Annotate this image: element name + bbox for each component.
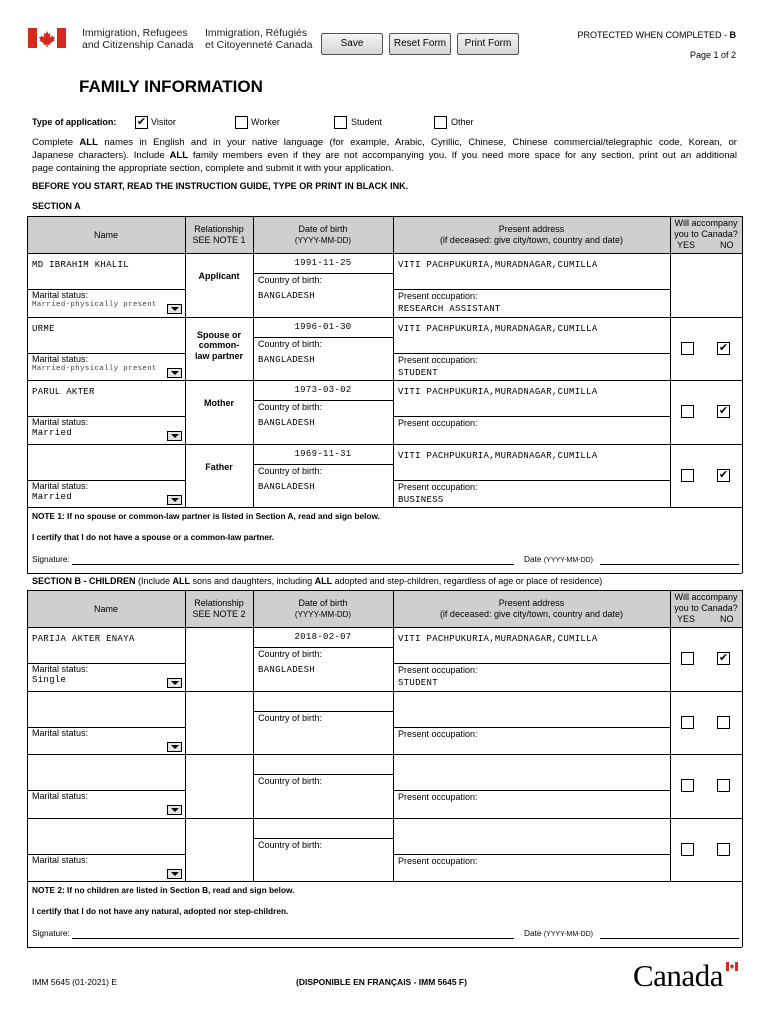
sa-date-format: (YYYY-MM-DD) (543, 557, 593, 564)
sb-col-rule-2 (253, 590, 254, 881)
sb-row0-dob-value: 2018-02-07 (294, 632, 352, 642)
sb-row0-yes-checkbox[interactable] (681, 652, 694, 665)
sb-row2-yes-checkbox[interactable] (681, 779, 694, 792)
visitor-label: Visitor (151, 117, 176, 127)
sb-note-left (27, 881, 28, 947)
sa-row1-address-value: VITI PACHPUKURIA,MURADNAGAR,CUMILLA (398, 323, 598, 334)
sa-col-address: Present address (498, 224, 565, 234)
instr-2a: Japanese characters). Include (32, 150, 170, 161)
sa-col-name: Name (93, 230, 118, 240)
sb-row3-marital-label: Marital status: (32, 854, 89, 865)
sa-date-field[interactable] (600, 564, 739, 565)
sb-col-yes: YES (677, 614, 696, 624)
sa-row3-top-rule (27, 444, 742, 445)
sb-note-bottom (27, 947, 742, 948)
dept-fr-line2: et Citoyenneté Canada (205, 39, 313, 51)
sa-note-bottom (27, 573, 742, 574)
reset-form-button[interactable]: Reset Form (389, 33, 451, 55)
sa-row2-name-value: PARUL AKTER (32, 387, 95, 397)
sb-t-c: ALL (172, 576, 191, 586)
sa-row3-address-divider (393, 480, 670, 481)
worker-checkbox[interactable] (235, 116, 248, 129)
sb-row3-address-divider (393, 854, 670, 855)
sa-row1-address-divider (393, 353, 670, 354)
sa-row1-dob-divider (253, 337, 393, 338)
sb-col-rule-4 (670, 590, 671, 881)
sa-col-accompany1: Will accompany (674, 218, 738, 228)
sb-date-format: (YYYY-MM-DD) (543, 931, 593, 938)
sa-row1-no-checkbox[interactable]: ✔ (718, 341, 729, 354)
sa-row3-country-label: Country of birth: (258, 465, 323, 476)
sa-row2-relationship: Mother (204, 398, 234, 408)
sa-row3-marital-dropdown[interactable] (167, 495, 182, 505)
sb-row1-marital-label: Marital status: (32, 727, 89, 738)
sa-date-label (524, 554, 593, 564)
sa-col-address-sub: (if deceased: give city/town, country and date) (439, 235, 624, 245)
instr-2b: ALL (169, 150, 189, 161)
sa-row1-country-label: Country of birth: (258, 338, 323, 349)
sa-row1-marital-label: Marital status: (32, 353, 89, 364)
sb-t-f: adopted and step-children, regardless of age or place of residence) (332, 576, 603, 586)
sa-row1-relationship: Spouse or common-law partner (194, 329, 243, 361)
sa-row3-country-value: BANGLADESH (258, 481, 316, 492)
sa-col-rule-4 (670, 216, 671, 507)
sb-row0-marital-label: Marital status: (32, 664, 89, 674)
save-button[interactable]: Save (321, 33, 383, 55)
sb-col-address: Present address (498, 598, 565, 608)
sa-row1-yes-checkbox[interactable] (681, 342, 694, 355)
sa-col-accompany2: you to Canada? (674, 229, 738, 239)
sa-row2-country-value: BANGLADESH (258, 418, 316, 428)
sa-row2-no-checkbox[interactable]: ✔ (718, 405, 729, 417)
sa-row0-country-value: BANGLADESH (258, 291, 316, 301)
sb-row2-top-rule (27, 754, 742, 755)
canada-wordmark: Canada (633, 958, 723, 993)
sa-col-dob-format: (YYYY-MM-DD) (294, 236, 352, 245)
sb-row2-address-divider (393, 790, 670, 791)
sa-row3-marital-value: Married (32, 491, 72, 502)
sa-row0-marital-label: Marital status: (32, 290, 89, 300)
sb-row2-no-checkbox[interactable] (717, 779, 730, 792)
sa-certify: I certify that I do not have a spouse or a common-law partner. (32, 532, 275, 542)
sa-row0-dob-divider (253, 273, 393, 274)
sb-t-d: sons and daughters, including (190, 576, 315, 586)
department-name-fr (205, 27, 312, 51)
sa-row2-address-value: VITI PACHPUKURIA,MURADNAGAR,CUMILLA (398, 387, 598, 397)
sb-row3-yes-checkbox[interactable] (681, 843, 694, 856)
sb-date-text: Date (524, 928, 542, 938)
sa-row0-dob-value: 1991-11-25 (294, 258, 352, 268)
sb-row1-no-checkbox[interactable] (717, 716, 730, 729)
other-label: Other (451, 117, 474, 127)
sb-row0-address-divider (393, 663, 670, 664)
sa-date-text: Date (524, 554, 542, 564)
dept-en-line2: and Citizenship Canada (82, 39, 194, 51)
sb-row2-country-label: Country of birth: (258, 776, 323, 786)
sb-row0-marital-dropdown[interactable] (167, 678, 182, 688)
sb-col-accompany1: Will accompany (674, 592, 738, 602)
sb-row3-top-rule (27, 818, 742, 819)
sb-row1-country-label: Country of birth: (258, 712, 323, 723)
sb-row3-occupation-label: Present occupation: (398, 855, 478, 866)
sa-row3-address-value: VITI PACHPUKURIA,MURADNAGAR,CUMILLA (398, 450, 598, 461)
form-id: IMM 5645 (01-2021) E (32, 977, 118, 987)
sb-row1-yes-checkbox[interactable] (681, 716, 694, 729)
sa-row2-occupation-label: Present occupation: (398, 418, 478, 428)
sb-col-relationship: Relationship (194, 598, 244, 608)
protected-text: PROTECTED WHEN COMPLETED - (577, 30, 730, 40)
sa-col-rule-1 (185, 216, 186, 507)
sa-row1-occupation-value: STUDENT (398, 367, 438, 378)
instr-1b: ALL (79, 137, 99, 148)
sa-row0-relationship: Applicant (198, 271, 240, 281)
sa-col-relationship: Relationship (194, 224, 244, 234)
sa-table-bottom (27, 507, 742, 508)
sa-row3-occupation-value: BUSINESS (398, 494, 444, 505)
sa-col-dob: Date of birth (298, 224, 348, 234)
instr-1a: Complete (32, 137, 80, 148)
sb-col-dob: Date of birth (298, 598, 348, 608)
sb-date-field[interactable] (600, 938, 739, 939)
sa-row2-country-label: Country of birth: (258, 402, 323, 412)
sb-header-bottom (27, 627, 742, 628)
sb-row0-occupation-value: STUDENT (398, 678, 438, 688)
page-title: FAMILY INFORMATION (79, 77, 263, 96)
sb-row3-no-checkbox[interactable] (717, 843, 730, 856)
sa-row0-marital-dropdown[interactable] (167, 304, 182, 314)
sa-row1-marital-value: Married-physically present (32, 364, 157, 373)
instructions-line3: page containing the appropriate section, complete and submit it with your application. (32, 163, 394, 174)
sa-row1-marital-dropdown[interactable] (167, 368, 182, 378)
sa-signature-label: Signature: (32, 554, 70, 564)
sb-col-rule-0 (27, 590, 28, 881)
protected-level: B (729, 30, 736, 40)
sa-col-rule-0 (27, 216, 28, 507)
sa-col-rule-3 (393, 216, 394, 507)
sb-row1-address-divider (393, 727, 670, 728)
sa-row3-relationship: Father (205, 461, 233, 472)
sb-col-accompany2: you to Canada? (674, 603, 738, 613)
department-name-en (82, 27, 194, 51)
sb-row1-dob-divider (253, 711, 393, 712)
sa-row0-occupation-value: RESEARCH ASSISTANT (398, 304, 501, 314)
sb-col-dob-format: (YYYY-MM-DD) (294, 610, 352, 619)
sb-t-a: SECTION B - CHILDREN (32, 576, 136, 586)
sb-row3-marital-dropdown[interactable] (167, 869, 182, 879)
other-checkbox[interactable] (434, 116, 447, 129)
sa-row0-country-label: Country of birth: (258, 275, 323, 285)
section-b-title (32, 576, 602, 586)
student-label: Student (351, 117, 383, 127)
sb-date-label (524, 928, 593, 938)
sa-row3-marital-label: Marital status: (32, 480, 89, 491)
canada-flag-icon (28, 28, 66, 48)
french-available: (DISPONIBLE EN FRANÇAIS - IMM 5645 F) (296, 977, 467, 987)
sa-row2-yes-checkbox[interactable] (681, 405, 694, 418)
sb-row2-occupation-label: Present occupation: (398, 792, 478, 802)
sa-col-rule-2 (253, 216, 254, 507)
sa-row1-country-value: BANGLADESH (258, 354, 316, 365)
sa-signature-field[interactable] (72, 564, 514, 565)
sa-row0-address-divider (393, 289, 670, 290)
instr-2c: family members even if they are not accompanying you. If you need more space for any section, print out an additional (188, 150, 737, 161)
sa-row2-marital-label: Marital status: (32, 417, 89, 427)
sb-table-bottom (27, 881, 742, 882)
sb-row3-country-label: Country of birth: (258, 839, 323, 850)
sa-row0-occupation-label: Present occupation: (398, 291, 478, 301)
sb-col-see-note: SEE NOTE 2 (192, 609, 246, 619)
sa-col-yes: YES (677, 240, 696, 250)
sa-row2-marital-value: Married (32, 428, 72, 438)
sa-row2-marital-dropdown[interactable] (167, 431, 182, 441)
sa-row2-dob-divider (253, 400, 393, 401)
before-you-start: BEFORE YOU START, READ THE INSTRUCTION GUIDE, TYPE OR PRINT IN BLACK INK. (32, 181, 409, 191)
sa-note: NOTE 1: If no spouse or common-law partner is listed in Section A, read and sign below. (32, 511, 380, 521)
sb-row0-marital-value: Single (32, 675, 67, 685)
sa-col-see-note: SEE NOTE 1 (192, 235, 246, 245)
page-number: Page 1 of 2 (689, 50, 736, 60)
sb-col-no: NO (720, 614, 734, 624)
sb-t-e: ALL (314, 576, 333, 586)
wordmark-flag-icon (726, 962, 738, 971)
sa-note-right (742, 507, 743, 573)
sb-row2-marital-label: Marital status: (32, 791, 89, 801)
sa-row1-occupation-label: Present occupation: (398, 354, 478, 365)
sb-table-top (27, 590, 742, 591)
sb-row0-address-value: VITI PACHPUKURIA,MURADNAGAR,CUMILLA (398, 634, 598, 644)
sb-col-rule-5 (742, 590, 743, 881)
sb-row1-marital-dropdown[interactable] (167, 742, 182, 752)
protected-label (577, 30, 736, 40)
dept-fr-line1: Immigration, Réfugiés (205, 27, 308, 39)
sa-row2-dob-value: 1973-03-02 (294, 385, 352, 395)
instr-1c: names in English and in your native language (for example, Arabic, Cyrillic, Chinese, Chinese commercial/telegraphic code, Korean, or (98, 137, 737, 148)
sa-row2-address-divider (393, 416, 670, 417)
sb-col-rule-1 (185, 590, 186, 881)
worker-label: Worker (251, 117, 280, 127)
sb-row0-name-value: PARIJA AKTER ENAYA (32, 634, 135, 644)
sa-note-left (27, 507, 28, 573)
sa-row1-dob-value: 1996-01-30 (294, 321, 352, 332)
sa-row0-address-value: VITI PACHPUKURIA,MURADNAGAR,CUMILLA (398, 260, 598, 270)
sb-col-rule-3 (393, 590, 394, 881)
sa-row3-dob-value: 1969-11-31 (294, 448, 352, 459)
sa-row0-name-value: MD IBRAHIM KHALIL (32, 260, 129, 270)
sb-row0-country-value: BANGLADESH (258, 665, 316, 675)
dept-en-line1: Immigration, Refugees (82, 27, 188, 39)
sa-row3-occupation-label: Present occupation: (398, 481, 478, 492)
sa-row1-name-value: URME (32, 323, 55, 334)
sb-row1-occupation-label: Present occupation: (398, 728, 478, 739)
sb-note: NOTE 2: If no children are listed in Section B, read and sign below. (32, 885, 295, 895)
instructions (32, 136, 737, 175)
sb-row2-dob-divider (253, 774, 393, 775)
sa-header-bottom (27, 253, 742, 254)
sb-row1-top-rule (27, 691, 742, 692)
instructions-line1 (32, 136, 737, 149)
sb-row0-no-checkbox[interactable]: ✔ (718, 652, 729, 664)
sb-row0-occupation-label: Present occupation: (398, 665, 478, 675)
sa-row3-dob-divider (253, 464, 393, 465)
sb-row0-country-label: Country of birth: (258, 649, 323, 659)
sa-table-top (27, 216, 742, 217)
sa-row3-yes-checkbox[interactable] (681, 469, 694, 482)
student-checkbox[interactable] (334, 116, 347, 129)
section-a-title: SECTION A (32, 201, 81, 211)
print-form-button[interactable]: Print Form (457, 33, 519, 55)
sb-col-name: Name (93, 604, 118, 614)
sb-row2-marital-dropdown[interactable] (167, 805, 182, 815)
sb-signature-label: Signature: (32, 928, 70, 938)
sb-row0-dob-divider (253, 647, 393, 648)
application-type-label: Type of application: (32, 117, 117, 127)
sb-certify: I certify that I do not have any natural, adopted nor step-children. (32, 906, 289, 916)
sb-note-right (742, 881, 743, 947)
sa-row1-top-rule (27, 317, 742, 318)
visitor-checkbox[interactable]: ✔ (136, 116, 147, 128)
sb-t-b: (Include (135, 576, 173, 586)
sb-signature-field[interactable] (72, 938, 514, 939)
sa-row2-top-rule (27, 380, 742, 381)
sa-row0-marital-value: Married-physically present (32, 301, 157, 309)
sa-col-no: NO (720, 240, 734, 250)
instructions-line2 (32, 149, 737, 162)
sa-row3-no-checkbox[interactable]: ✔ (718, 468, 729, 481)
sb-row3-dob-divider (253, 838, 393, 839)
sb-col-address-sub: (if deceased: give city/town, country and date) (439, 609, 624, 619)
sa-col-rule-5 (742, 216, 743, 507)
